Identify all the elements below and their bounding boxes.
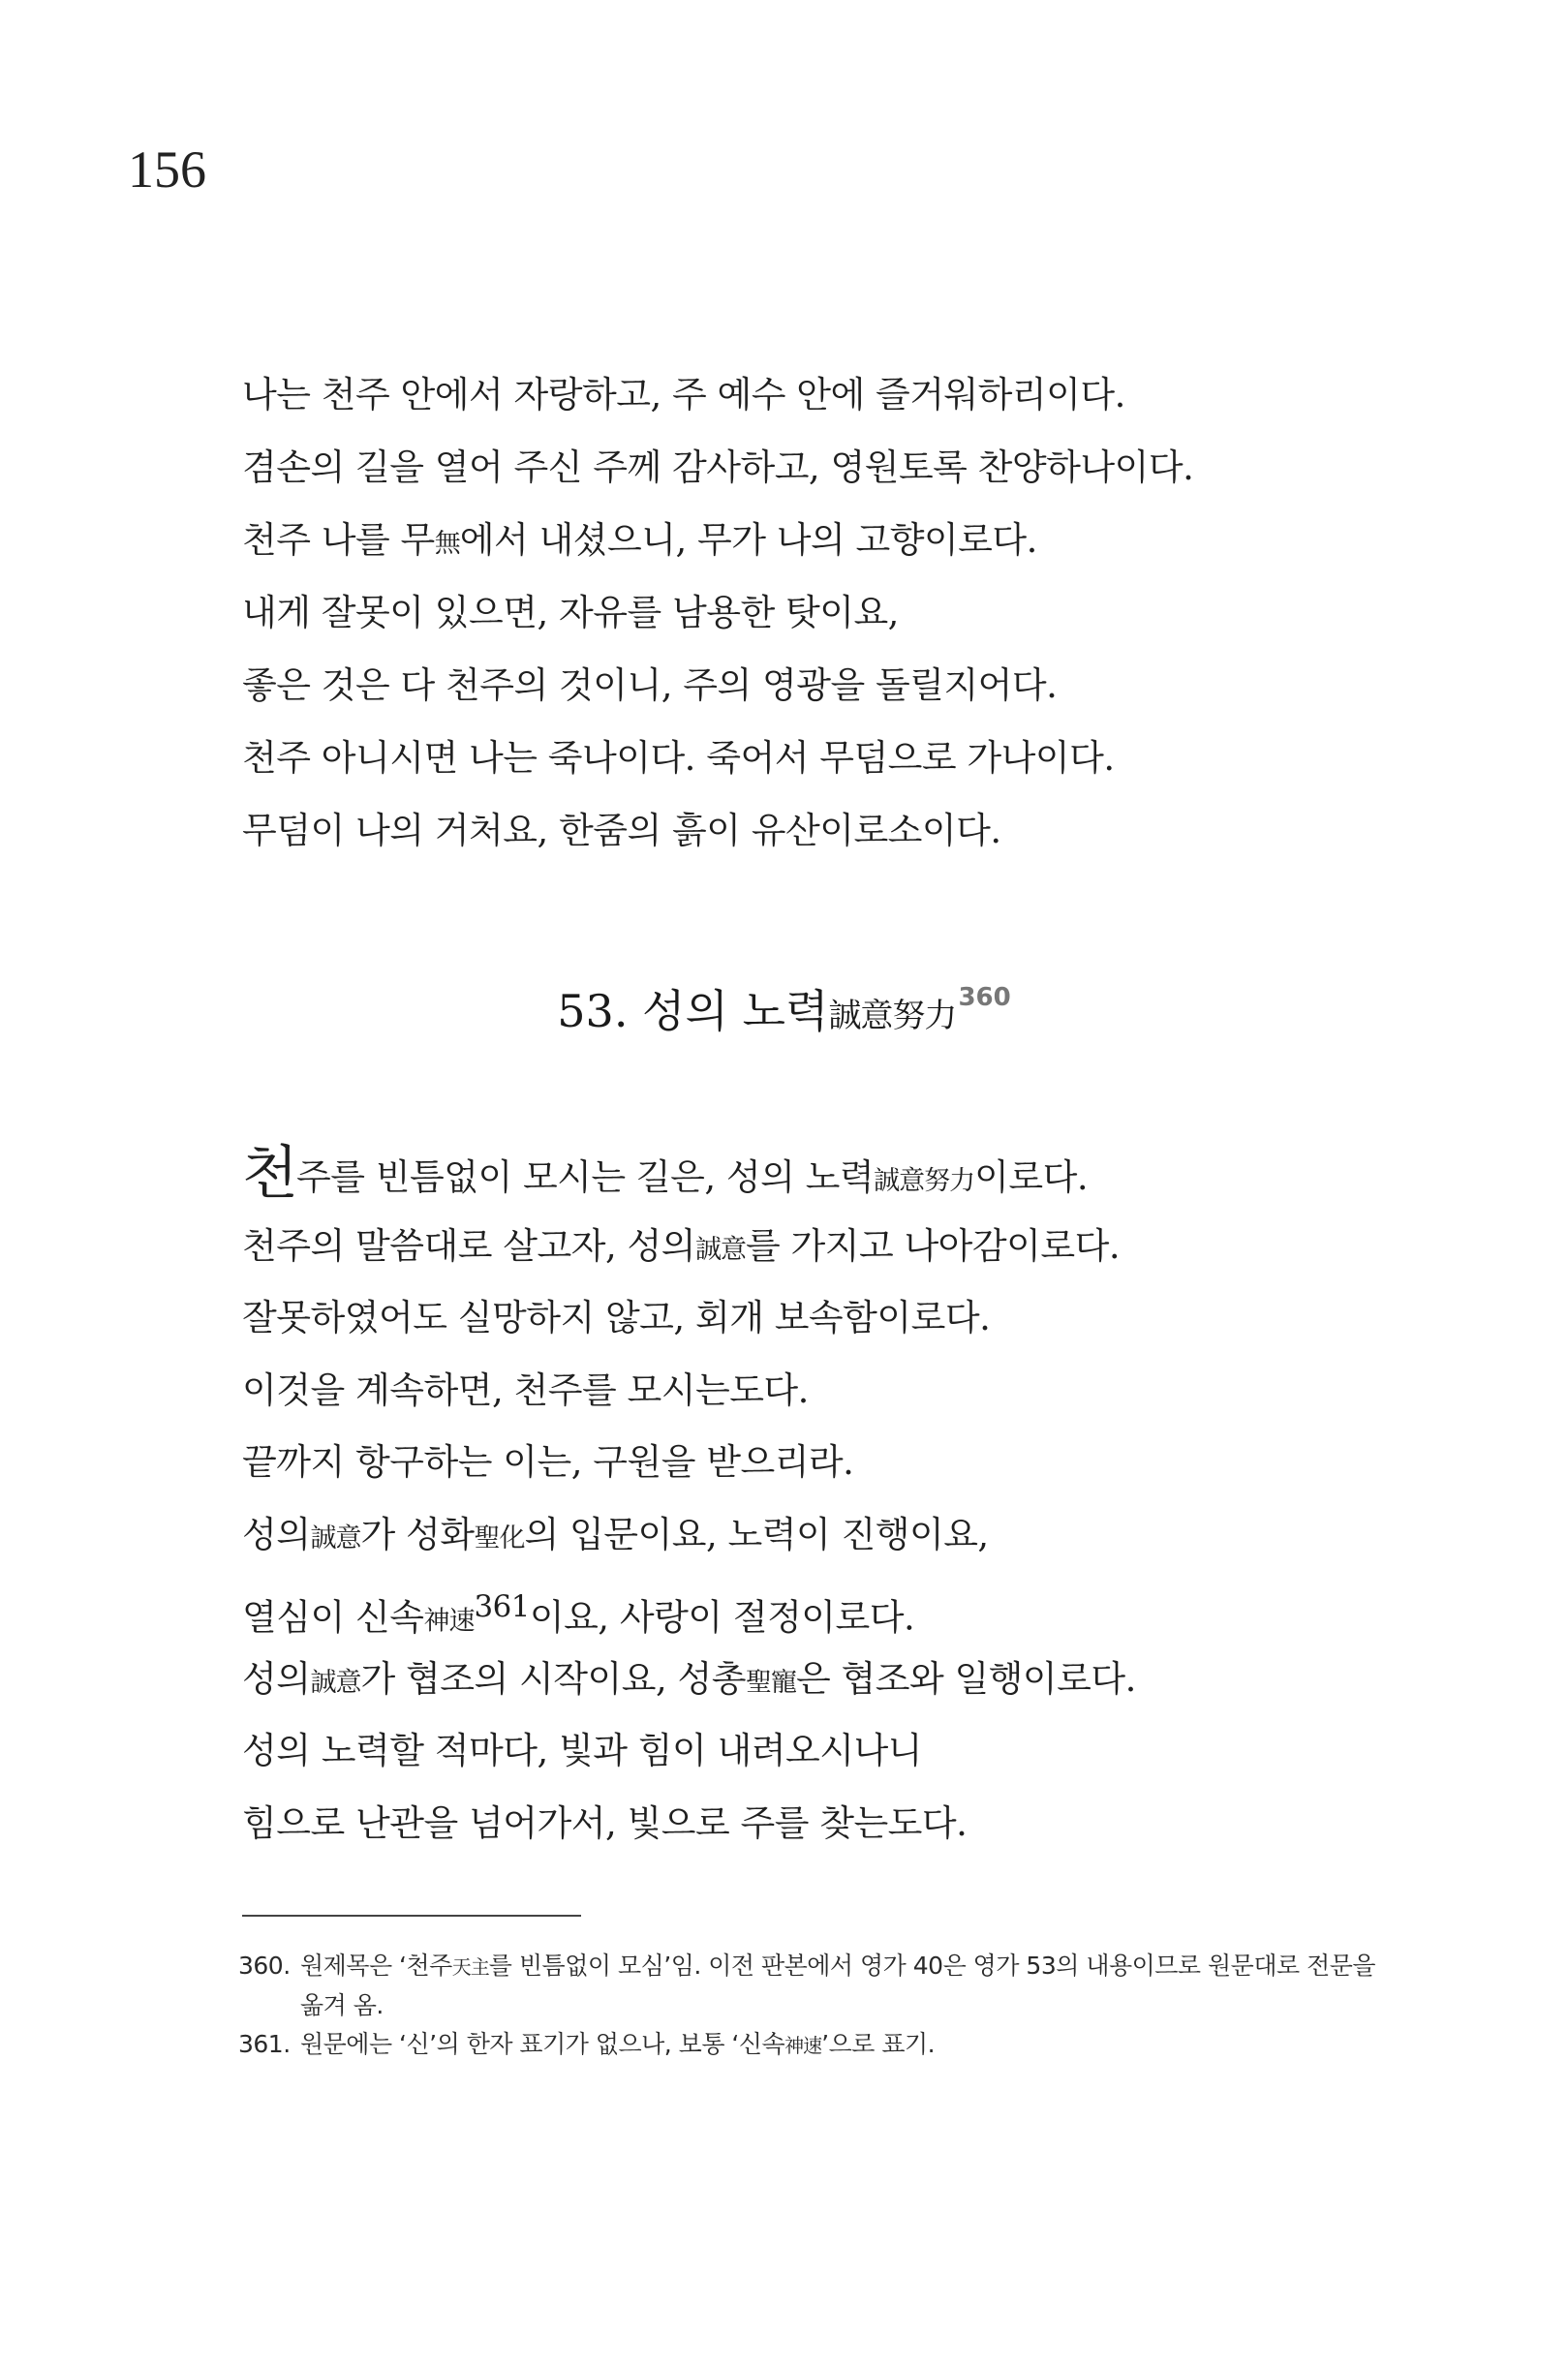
line-text: 은 협조와 일행이로다. bbox=[795, 1657, 1136, 1700]
hanja-annotation: 聖寵 bbox=[745, 1667, 796, 1698]
poem-line: 성의 노력할 적마다, 빛과 힘이 내려오시나니 bbox=[242, 1730, 922, 1771]
line-text: 성의 bbox=[242, 1513, 311, 1555]
poem-stanza-2 bbox=[242, 1138, 1385, 1860]
poem-line: 힘으로 난관을 넘어가서, 빛으로 주를 찾는도다. bbox=[242, 1801, 968, 1844]
poem-line: 이것을 계속하면, 천주를 모시는도다. bbox=[242, 1369, 809, 1411]
drop-cap: 천 bbox=[242, 1140, 296, 1208]
line-text: 열심이 신속 bbox=[242, 1596, 424, 1639]
poem-line: 천주 아니시면 나는 죽나이다. 죽어서 무덤으로 가나이다. bbox=[242, 737, 1115, 779]
footnote-text-part: 원제목은 ‘천주 bbox=[300, 1952, 452, 1980]
hanja-annotation: 天主 bbox=[451, 1955, 489, 1979]
footnote-text-part: 원문에는 ‘신’의 한자 표기가 없으나, 보통 ‘신속 bbox=[300, 2030, 785, 2058]
section-title-text: 53. 성의 노력 bbox=[557, 985, 829, 1037]
poem-line bbox=[242, 1499, 1385, 1572]
line-text: 의 입문이요, 노력이 진행이요, bbox=[524, 1513, 989, 1555]
poem-line: 나는 천주 안에서 자랑하고, 주 예수 안에 즐거워하리이다. bbox=[242, 374, 1125, 415]
hanja-annotation: 神速 bbox=[784, 2034, 822, 2057]
line-text: 가 성화 bbox=[360, 1513, 475, 1555]
footnote-text-part: 를 빈틈없이 모심’임. 이전 판본에서 영가 40은 영가 53의 내용이므로 원문대로 전문을 옮겨 옴. bbox=[300, 1952, 1376, 2019]
line-text: 성의 bbox=[242, 1657, 311, 1700]
poem-line: 좋은 것은 다 천주의 것이니, 주의 영광을 돌릴지어다. bbox=[242, 664, 1058, 706]
poem-line: 끝까지 항구하는 이는, 구원을 받으리라. bbox=[242, 1441, 854, 1483]
poem-line: 겸손의 길을 열어 주신 주께 감사하고, 영원토록 찬양하나이다. bbox=[242, 446, 1194, 488]
line-text: 를 가지고 나아감이로다. bbox=[745, 1224, 1121, 1267]
footnotes bbox=[238, 1947, 1391, 2065]
hanja-annotation: 誠意努力 bbox=[874, 1166, 975, 1196]
poem-line: 내게 잘못이 있으면, 자유를 남용한 탓이요, bbox=[242, 592, 899, 633]
footnote-ref-360[interactable]: 360 bbox=[958, 983, 1011, 1012]
hanja-annotation: 聖化 bbox=[474, 1522, 525, 1553]
footnote-number: 360. bbox=[238, 1952, 291, 1980]
line-text: 에서 내셨으니, 무가 나의 고향이로다. bbox=[459, 519, 1037, 561]
hanja-annotation: 誠意 bbox=[694, 1234, 746, 1265]
page-number: 156 bbox=[128, 140, 206, 199]
footnote-text bbox=[300, 2025, 1391, 2065]
section-title-hanja: 誠意努力 bbox=[828, 997, 957, 1035]
line-text: 천주 나를 무 bbox=[242, 519, 435, 561]
hanja-annotation: 誠意 bbox=[310, 1667, 361, 1698]
poem-line bbox=[242, 1571, 1385, 1644]
line-text: 천주의 말씀대로 살고자, 성의 bbox=[242, 1224, 695, 1267]
footnote-number: 361. bbox=[238, 2030, 291, 2058]
section-heading bbox=[0, 983, 1568, 1038]
footnote-361 bbox=[238, 2025, 1391, 2065]
hanja-annotation: 誠意 bbox=[310, 1522, 361, 1553]
line-text: 주를 빈틈없이 모시는 길은, 성의 노력 bbox=[295, 1156, 875, 1198]
footnote-text bbox=[300, 1947, 1391, 2025]
line-text: 가 협조의 시작이요, 성총 bbox=[360, 1657, 746, 1700]
line-text: 이요, 사랑이 절정이로다. bbox=[529, 1596, 915, 1639]
poem-line bbox=[242, 504, 1385, 576]
hanja-annotation: 神速 bbox=[423, 1606, 475, 1637]
footnote-text-part: ’으로 표기. bbox=[821, 2030, 936, 2058]
poem-line bbox=[242, 1211, 1385, 1283]
poem-stanza-1 bbox=[242, 358, 1385, 867]
poem-line: 무덤이 나의 거처요, 한줌의 흙이 유산이로소이다. bbox=[242, 810, 1001, 851]
footnote-divider bbox=[242, 1915, 581, 1917]
footnote-360 bbox=[238, 1947, 1391, 2025]
line-text: 이로다. bbox=[974, 1156, 1089, 1198]
poem-line bbox=[242, 1138, 1385, 1211]
footnote-ref-361[interactable]: 361 bbox=[474, 1589, 530, 1624]
poem-line bbox=[242, 1644, 1385, 1716]
hanja-annotation: 無 bbox=[434, 529, 460, 559]
poem-line: 잘못하였어도 실망하지 않고, 회개 보속함이로다. bbox=[242, 1297, 991, 1338]
